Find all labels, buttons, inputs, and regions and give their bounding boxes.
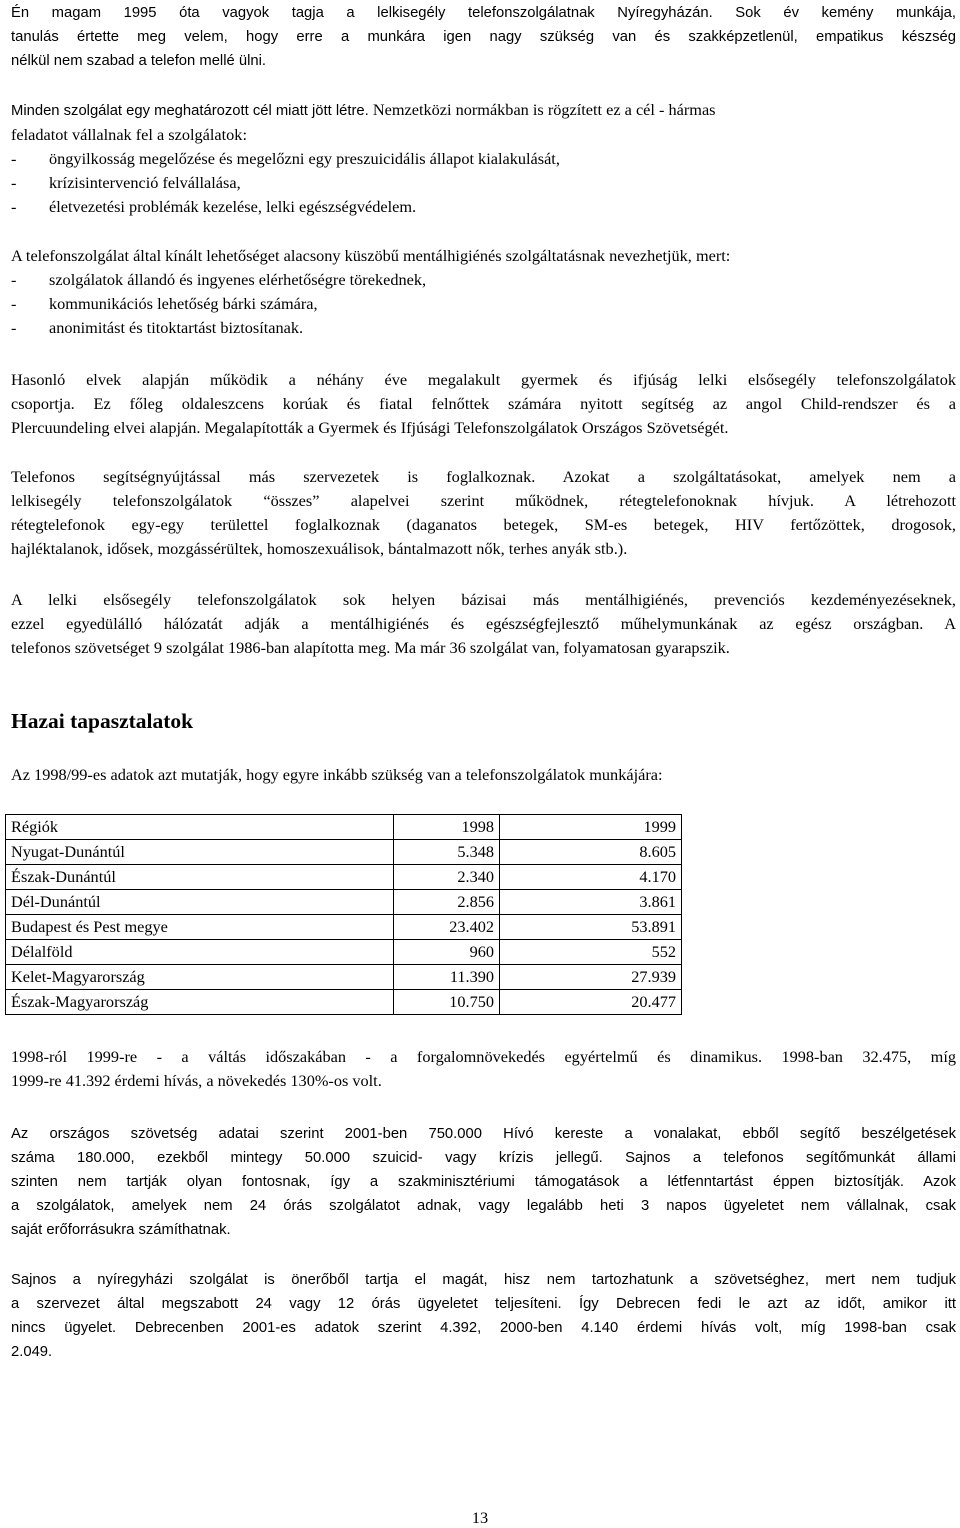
table-cell: 23.402 — [394, 915, 500, 940]
text-line: nélkül nem szabad a telefon mellé ülni. — [11, 53, 266, 69]
list-item: - kommunikációs lehetőség bárki számára, — [11, 294, 318, 313]
table-header-row — [6, 815, 682, 840]
text-line: száma 180.000, ezekből mintegy 50.000 szuicid- vagy krízis jellegű. Sajnos a telefonos segítőmunkát állami — [11, 1150, 956, 1166]
table-cell: Budapest és Pest megye — [6, 915, 394, 940]
table-intro: Az 1998/99-es adatok azt mutatják, hogy egyre inkább szükség van a telefonszolgálatok munkájára: — [11, 765, 663, 784]
paragraph-nyiregyhaza — [11, 1268, 956, 1364]
table-cell: 2.340 — [394, 865, 500, 890]
text-line: Én magam 1995 óta vagyok tagja a lelkisegély telefonszolgálatnak Nyíregyházán. Sok év kemény munkája, — [11, 5, 956, 21]
table-cell: Délalföld — [6, 940, 394, 965]
table-cell: 8.605 — [500, 840, 682, 865]
table-row — [6, 990, 682, 1015]
text-line: nincs ügyelet. Debrecenben 2001-es adatok szerint 4.392, 2000-ben 4.140 érdemi hívás volt, míg 1998-ban csak — [11, 1320, 956, 1336]
list-item: - anonimitást és titoktartást biztosítanak. — [11, 318, 304, 337]
sans-sentence: Minden szolgálat egy meghatározott cél miatt jött létre. — [11, 103, 369, 119]
text-line: saját erőforrásukra számíthatnak. — [11, 1222, 231, 1238]
table-cell: Dél-Dunántúl — [6, 890, 394, 915]
page-number: 13 — [471, 1508, 489, 1527]
table-cell: 960 — [394, 940, 500, 965]
text-line — [11, 98, 956, 123]
text-line: A lelki elsősegély telefonszolgálatok sok helyen bázisai más mentálhigiénés, prevenciós kezdeményezéseknek, — [11, 590, 956, 609]
table-cell: Nyugat-Dunántúl — [6, 840, 394, 865]
table-row — [6, 840, 682, 865]
table-cell: 552 — [500, 940, 682, 965]
table-cell: Észak-Dunántúl — [6, 865, 394, 890]
table-cell: 3.861 — [500, 890, 682, 915]
text-line: Plercuundeling elvei alapján. Megalapították a Gyermek és Ifjúsági Telefonszolgálatok Országos Szövetségét. — [11, 418, 729, 437]
text-line: A telefonszolgálat által kínált lehetőséget alacsony küszöbű mentálhigiénés szolgáltatásnak nevezhetjük, mert: — [11, 246, 731, 265]
table-row — [6, 915, 682, 940]
text-line: Telefonos segítségnyújtással más szervezetek is foglalkoznak. Azokat a szolgáltatásokat, amelyek nem a — [11, 467, 956, 486]
table-cell: Kelet-Magyarország — [6, 965, 394, 990]
paragraph-layer-phones — [11, 465, 956, 561]
table-cell: 4.170 — [500, 865, 682, 890]
table-header-cell: Régiók — [6, 815, 394, 840]
text-line: a szolgálatok, amelyek nem 24 órás szolgálatot adnak, vagy legalább heti 3 napos ügyeletet nem vállalnak, csak — [11, 1198, 956, 1214]
table-row — [6, 890, 682, 915]
text-line: ezzel egyedülálló hálózatát adják a mentálhigiénés és egészségfejlesztő műhelymunkának az egész országban. A — [11, 614, 956, 633]
table-cell: 27.939 — [500, 965, 682, 990]
table-cell: 2.856 — [394, 890, 500, 915]
regional-calls-table — [5, 814, 682, 1015]
text-line: a szervezet által megszabott 24 vagy 12 órás ügyeletet teljesíteni. Így Debrecen fedi le azt az időt, amikor itt — [11, 1296, 956, 1312]
paragraph-national-data — [11, 1122, 956, 1242]
text-line: hajléktalanok, idősek, mozgássérültek, homoszexuálisok, bántalmazott nők, terhes anyák stb.). — [11, 539, 628, 558]
table-cell: 53.891 — [500, 915, 682, 940]
table-header-cell: 1999 — [500, 815, 682, 840]
paragraph-growth — [11, 1045, 956, 1093]
serif-sentence: Nemzetközi normákban is rögzített ez a cél - hármas — [368, 100, 716, 119]
section-heading: Hazai tapasztalatok — [11, 709, 194, 733]
list-item: - krízisintervenció felvállalása, — [11, 173, 241, 192]
text-line: 1999-re 41.392 érdemi hívás, a növekedés 130%-os volt. — [11, 1071, 382, 1090]
list-item: - szolgálatok állandó és ingyenes elérhetőségre törekednek, — [11, 270, 427, 289]
text-line: telefonos szövetséget 9 szolgálat 1986-ban alapította meg. Ma már 36 szolgálat van, folyamatosan gyarapszik. — [11, 638, 730, 657]
text-line: 2.049. — [11, 1344, 53, 1360]
table-cell: 5.348 — [394, 840, 500, 865]
text-line: Hasonló elvek alapján működik a néhány éve megalakult gyermek és ifjúság lelki elsősegély telefonszolgálatok — [11, 370, 956, 389]
list-item: - életvezetési problémák kezelése, lelki egészségvédelem. — [11, 197, 417, 216]
text-line: tanulás értette meg velem, hogy erre a munkára igen nagy szükség van és szakképzetlenül, empatikus készség — [11, 29, 956, 45]
text-line: Az országos szövetség adatai szerint 2001-ben 750.000 Hívó kereste a vonalakat, ebből segítő beszélgetések — [11, 1126, 956, 1142]
table-cell: 20.477 — [500, 990, 682, 1015]
table-row — [6, 965, 682, 990]
text-line: rétegtelefonok egy-egy területtel foglalkoznak (daganatos betegek, SM-es betegek, HIV fertőzöttek, drogosok, — [11, 515, 956, 534]
list-item: - öngyilkosság megelőzése és megelőzni egy preszuicidális állapot kialakulását, — [11, 149, 560, 168]
table-cell: Észak-Magyarország — [6, 990, 394, 1015]
text-line: csoportja. Ez főleg oldaleszcens korúak és fiatal felnőttek számára nyitott segítség az angol Child-rendszer és a — [11, 394, 956, 413]
paragraph-youth-services — [11, 368, 956, 440]
text-line: 1998-ról 1999-re - a váltás időszakában - a forgalomnövekedés egyértelmű és dinamikus. 1998-ban 32.475, míg — [11, 1047, 956, 1066]
table-cell: 11.390 — [394, 965, 500, 990]
table-body — [6, 815, 682, 1015]
table-header-cell: 1998 — [394, 815, 500, 840]
table-cell: 10.750 — [394, 990, 500, 1015]
table-row — [6, 940, 682, 965]
paragraph-network — [11, 588, 956, 660]
text-line: szinten nem tartják olyan fontosnak, így a szakminisztériumi támogatások a létfenntartást éppen biztosítják. Azok — [11, 1174, 956, 1190]
text-line: Sajnos a nyíregyházi szolgálat is önerőből tartja el magát, hisz nem tartozhatunk a szövetséghez, mert nem tudjuk — [11, 1272, 956, 1288]
text-line: feladatot vállalnak fel a szolgálatok: — [11, 125, 247, 144]
paragraph-goals — [11, 98, 956, 219]
text-line: lelkisegély telefonszolgálatok “összes” alapelvei szerint működnek, rétegtelefonoknak hívjuk. A létrehozott — [11, 491, 956, 510]
paragraph-intro — [11, 1, 956, 73]
paragraph-low-threshold — [11, 244, 956, 340]
table-row — [6, 865, 682, 890]
